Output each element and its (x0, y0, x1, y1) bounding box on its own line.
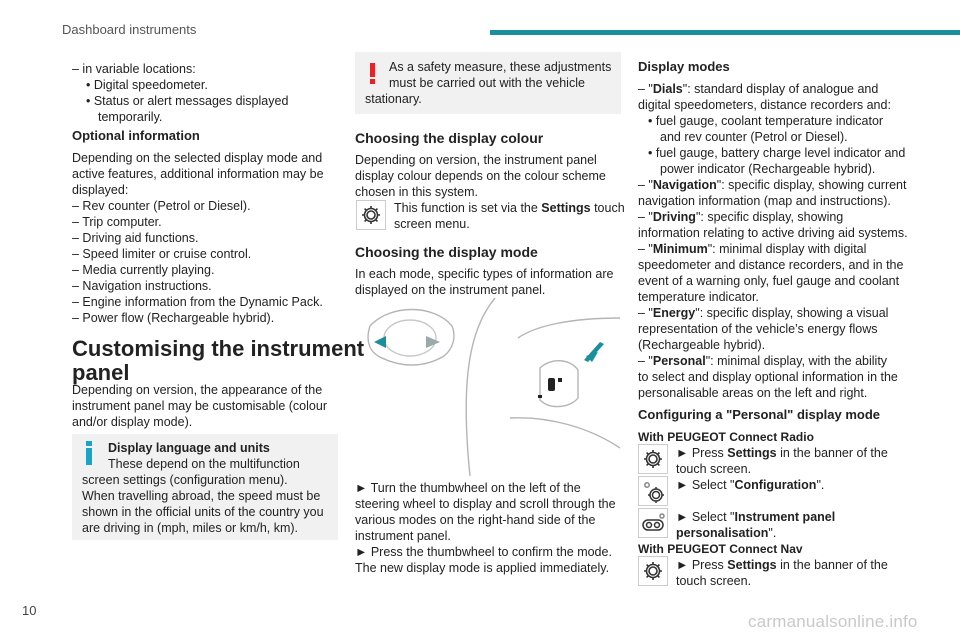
list-item: • fuel gauge, coolant temperature indicator (648, 114, 884, 128)
mode-name: Dials (652, 82, 683, 96)
nav-heading: With PEUGEOT Connect Nav (638, 542, 803, 556)
paragraph-line: to select and display optional information in the (638, 370, 898, 384)
paragraph-line: speedometer and distance recorders, and in the (638, 258, 904, 272)
colour-heading: Choosing the display colour (355, 130, 544, 146)
bold-term: Settings (541, 201, 591, 215)
note-line: These depend on the multifunction (108, 457, 300, 471)
text: – " (638, 82, 653, 96)
paragraph-line: display colour depends on the colour scheme (355, 169, 606, 183)
paragraph-line: temperature indicator. (638, 290, 759, 304)
paragraph-line: Depending on version, the instrument panel (355, 153, 597, 167)
mode-name: Energy (652, 306, 696, 320)
mode-name: Navigation (652, 178, 717, 192)
note-line: When travelling abroad, the speed must be (82, 489, 321, 503)
text: This function is set via the (394, 201, 542, 215)
configuration-gears-icon (638, 476, 668, 506)
paragraph-line: displayed on the instrument panel. (355, 283, 546, 297)
list-item: power indicator (Rechargeable hybrid). (660, 162, 876, 176)
text: ► Select " (676, 478, 735, 492)
step-line: various modes on the right-hand side of the (355, 513, 596, 527)
paragraph-line: event of a warning only, fuel gauge and coolant (638, 274, 900, 288)
mode-heading: Choosing the display mode (355, 244, 538, 260)
mode-personal (638, 353, 887, 370)
text: ► Select " (676, 510, 735, 524)
step-line: ► Press the thumbwheel to confirm the mode. (355, 545, 612, 559)
mode-energy (638, 305, 888, 322)
list-item: • Digital speedometer. (86, 78, 208, 92)
list-item: – Navigation instructions. (72, 279, 212, 293)
page-number: 10 (22, 603, 37, 618)
text: ": specific display, showing (695, 210, 844, 224)
text: ": minimal display with digital (707, 242, 867, 256)
header-accent-bar (490, 30, 960, 35)
text: in the banner of the (776, 446, 888, 460)
info-icon (86, 441, 92, 465)
step-line: ► Turn the thumbwheel on the left of the (355, 481, 581, 495)
note-line: screen settings (configuration menu). (82, 473, 288, 487)
paragraph-line: active features, additional information may be (72, 167, 324, 181)
radio-step-1 (676, 445, 888, 462)
bold-term: Configuration (734, 478, 817, 492)
list-item: – Speed limiter or cruise control. (72, 247, 252, 261)
list-item: and rev counter (Petrol or Diesel). (660, 130, 848, 144)
paragraph-line: Depending on the selected display mode and (72, 151, 323, 165)
text: ": standard display of analogue and (682, 82, 879, 96)
optional-info-heading: Optional information (72, 128, 200, 143)
bold-term: Settings (727, 558, 777, 572)
mode-name: Minimum (652, 242, 708, 256)
text: – " (638, 354, 653, 368)
step-line: The new display mode is applied immediately. (355, 561, 610, 575)
paragraph-line: Depending on version, the appearance of the (72, 383, 323, 397)
radio-step-2 (676, 477, 824, 494)
paragraph-line: instrument panel may be customisable (colour (72, 399, 327, 413)
text: ": specific display, showing a visual (695, 306, 889, 320)
note-title: Display language and units (108, 441, 270, 455)
list-item: • fuel gauge, battery charge level indicator and (648, 146, 906, 160)
colour-settings-line-2: screen menu. (394, 217, 470, 231)
bold-term: Instrument panel (734, 510, 836, 524)
text: touch (590, 201, 625, 215)
note-line: shown in the official units of the country you (82, 505, 324, 519)
radio-step-3-line-2 (676, 525, 776, 542)
list-item: – Rev counter (Petrol or Diesel). (72, 199, 251, 213)
watermark: carmanualsonline.info (748, 612, 918, 631)
list-item: – Engine information from the Dynamic Pack. (72, 295, 323, 309)
text: – " (638, 242, 653, 256)
text: in the banner of the (776, 558, 888, 572)
steering-wheel-illustration (360, 298, 620, 476)
paragraph-line: In each mode, specific types of information are (355, 267, 614, 281)
list-item: – Driving aid functions. (72, 231, 199, 245)
colour-settings-line (394, 200, 625, 217)
mode-navigation (638, 177, 907, 194)
mode-minimum (638, 241, 866, 258)
mode-driving-line-2: information relating to active driving aid systems. (638, 226, 908, 240)
config-heading: Configuring a "Personal" display mode (638, 407, 881, 422)
paragraph-line: displayed: (72, 183, 129, 197)
settings-gear-icon (356, 200, 386, 230)
warning-line: stationary. (365, 92, 422, 106)
display-modes-heading: Display modes (638, 59, 730, 74)
text: ". (816, 478, 825, 492)
mode-navigation-line-2: navigation information (map and instructions). (638, 194, 891, 208)
radio-step-1-line-2: touch screen. (676, 462, 752, 476)
warning-line: must be carried out with the vehicle (389, 76, 585, 90)
list-item: • Status or alert messages displayed (86, 94, 289, 108)
text: – " (638, 306, 653, 320)
text: ": minimal display, with the ability (705, 354, 888, 368)
list-item: – Media currently playing. (72, 263, 215, 277)
nav-step-1-line-2: touch screen. (676, 574, 752, 588)
settings-gear-icon (638, 556, 668, 586)
text: – " (638, 210, 653, 224)
list-item: – Trip computer. (72, 215, 162, 229)
step-line: steering wheel to display and scroll through the (355, 497, 616, 511)
note-line: are driving in (mph, miles or km/h, km). (82, 521, 299, 535)
nav-step-1 (676, 557, 888, 574)
list-item: – Power flow (Rechargeable hybrid). (72, 311, 275, 325)
instrument-panel-icon (638, 508, 668, 538)
running-header: Dashboard instruments (62, 22, 197, 37)
warning-icon (370, 63, 376, 85)
text: ► Press (676, 558, 728, 572)
paragraph-line: representation of the vehicle’s energy flows (638, 322, 878, 336)
text: ": specific display, showing current (716, 178, 907, 192)
radio-heading: With PEUGEOT Connect Radio (638, 430, 814, 444)
list-item: temporarily. (98, 110, 163, 124)
paragraph-line: (Rechargeable hybrid). (638, 338, 766, 352)
bold-term: personalisation (676, 526, 769, 540)
paragraph-line: chosen in this system. (355, 185, 478, 199)
mode-name: Personal (652, 354, 706, 368)
paragraph-line: personalisable areas on the left and right. (638, 386, 868, 400)
text: – " (638, 178, 653, 192)
text: ► Press (676, 446, 728, 460)
bold-term: Settings (727, 446, 777, 460)
mode-name: Driving (652, 210, 696, 224)
paragraph-line: and/or display mode). (72, 415, 193, 429)
mode-dials-line-2: digital speedometers, distance recorders and: (638, 98, 891, 112)
radio-step-3 (676, 509, 835, 526)
section-title-line-2: panel (72, 360, 130, 385)
mode-driving (638, 209, 843, 226)
mode-dials (638, 81, 878, 98)
text: ". (768, 526, 777, 540)
settings-gear-icon (638, 444, 668, 474)
warning-line: As a safety measure, these adjustments (389, 60, 612, 74)
step-line: instrument panel. (355, 529, 451, 543)
section-title-line-1: Customising the instrument (72, 336, 365, 361)
variable-locations-intro: – in variable locations: (72, 62, 196, 76)
